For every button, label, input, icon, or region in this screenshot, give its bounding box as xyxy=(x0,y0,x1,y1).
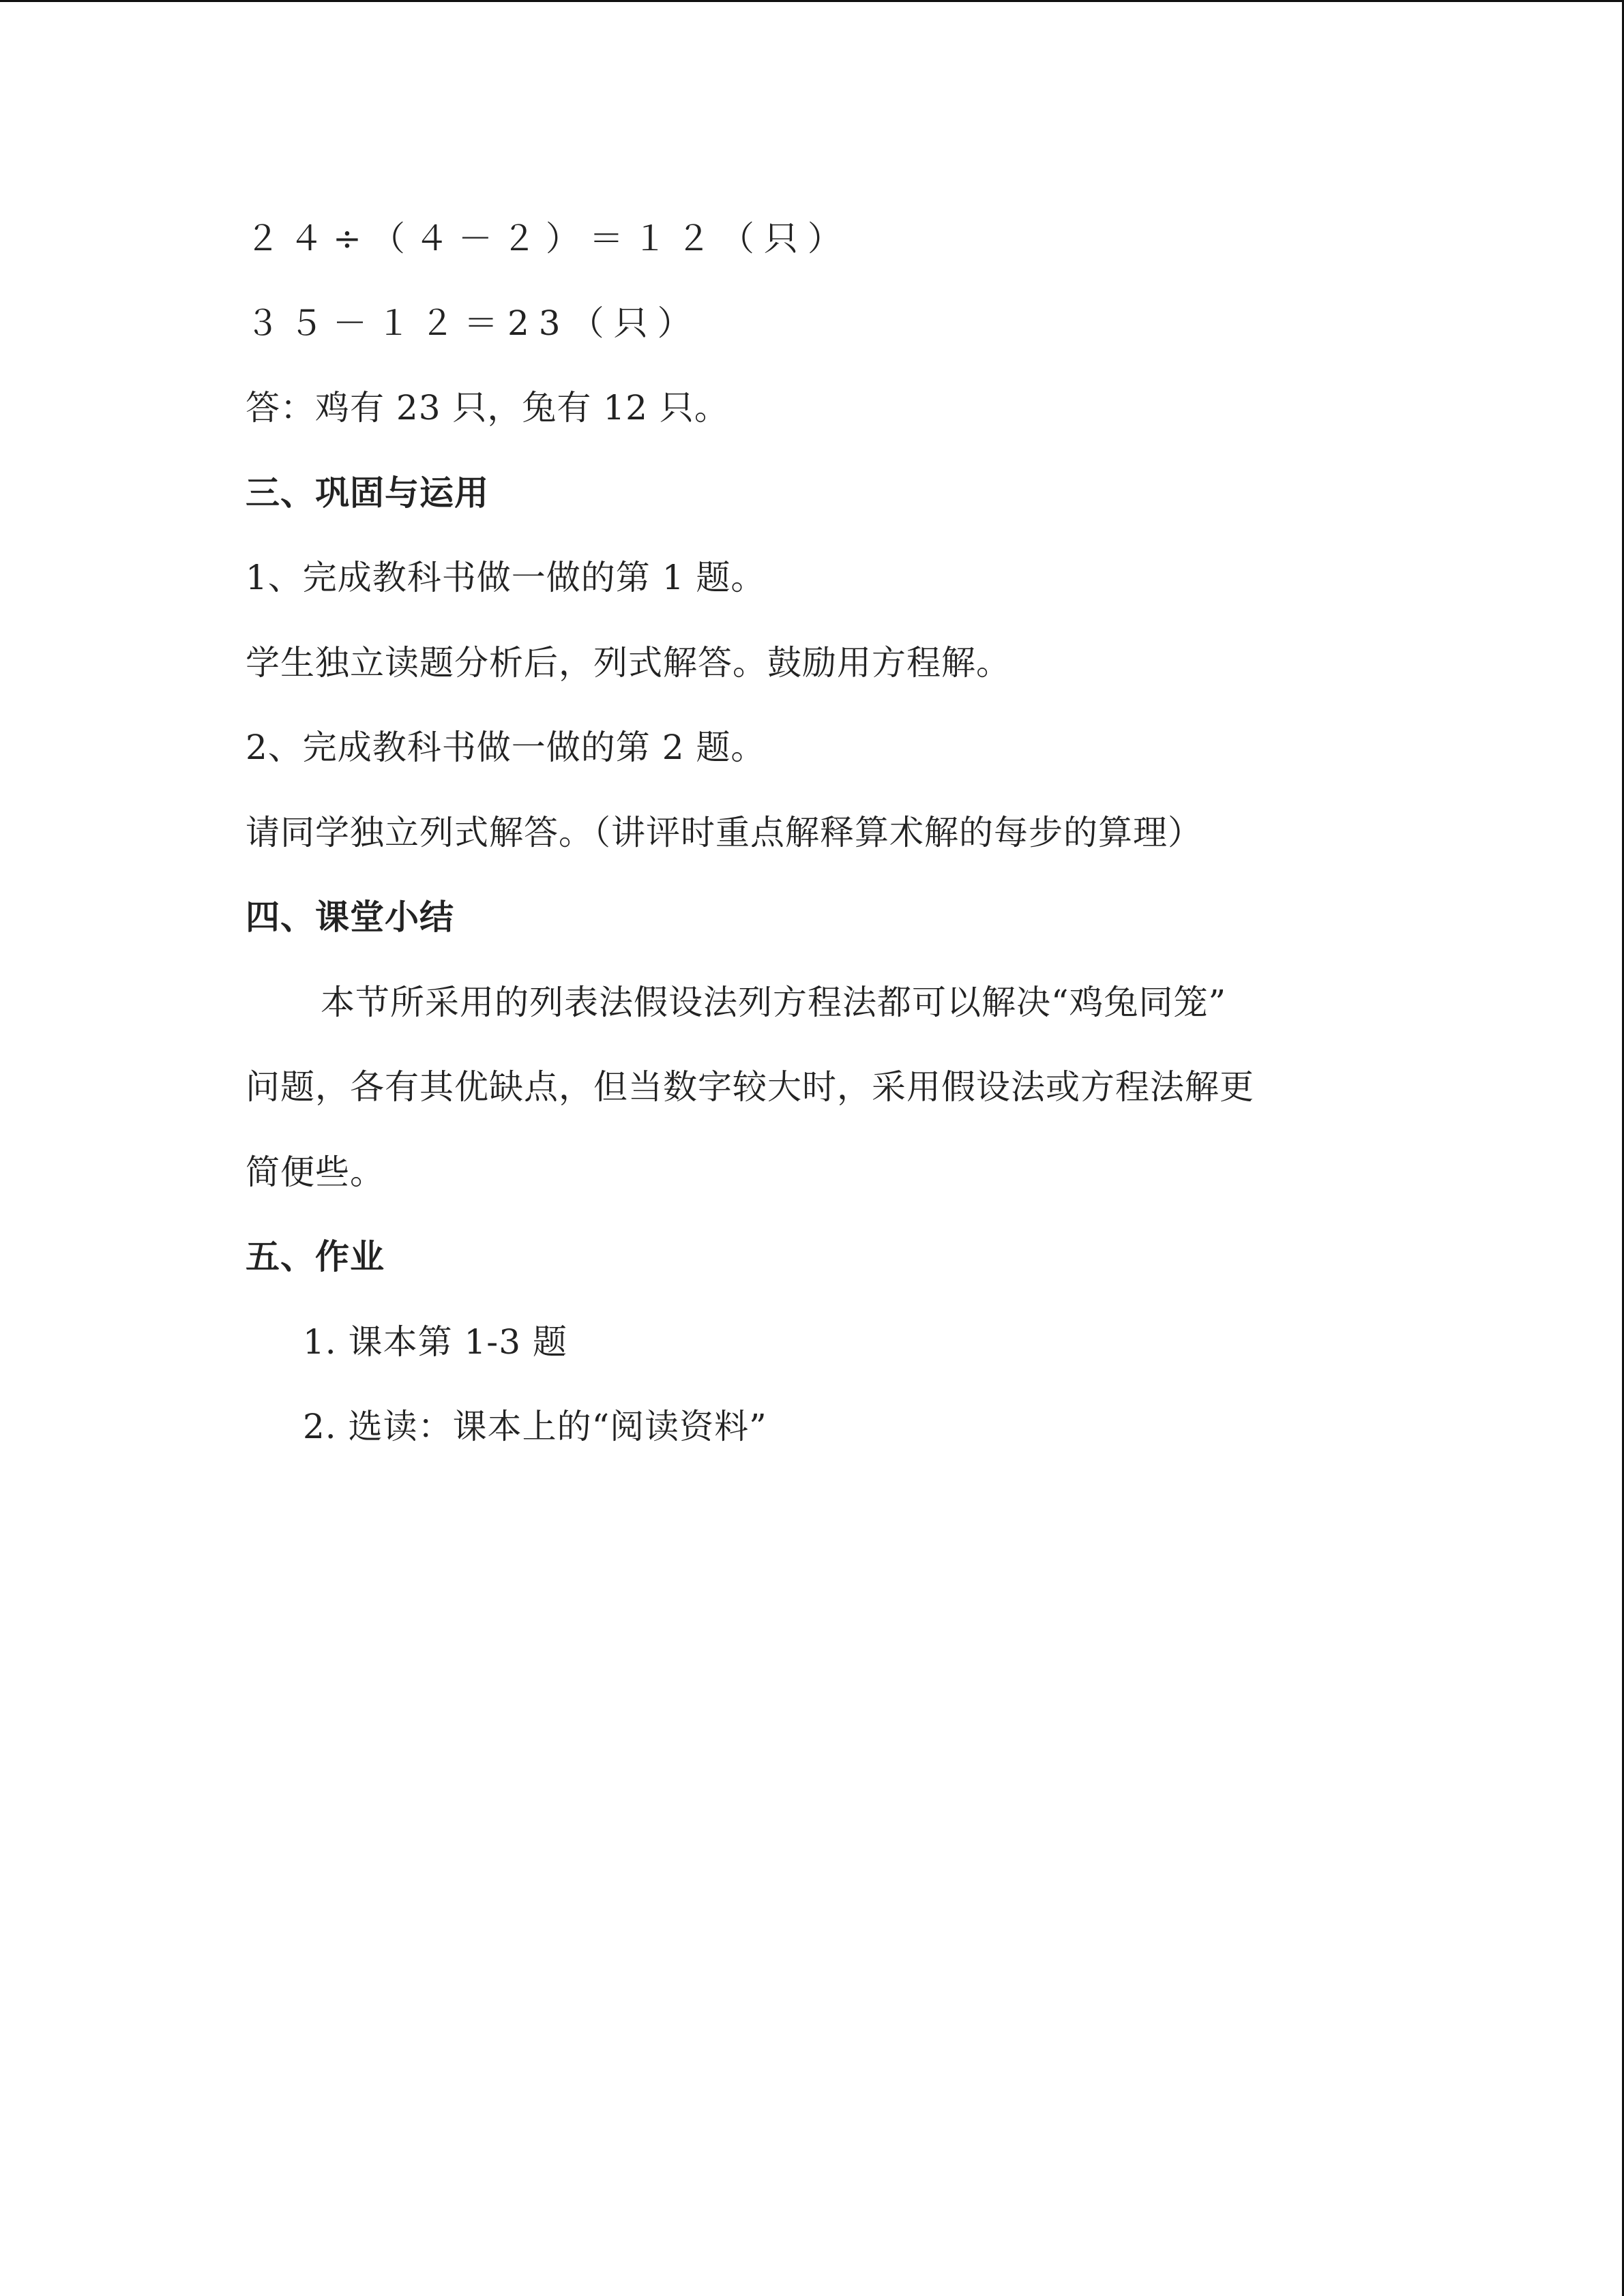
summary-line-3: 简便些。 xyxy=(246,1152,385,1192)
section-3-heading: 三、巩固与运用 xyxy=(246,473,489,513)
equation-line-1: ２４÷（４－２）＝１２（只） xyxy=(246,219,851,258)
equation-line-2: ３５－１２＝23（只） xyxy=(246,303,701,343)
section-3-item-2-note: 请同学独立列式解答。（讲评时重点解释算术解的每步的算理） xyxy=(246,813,1202,852)
summary-line-2: 问题，各有其优缺点，但当数字较大时，采用假设法或方程法解更 xyxy=(246,1067,1254,1107)
section-3-item-1-note: 学生独立读题分析后，列式解答。鼓励用方程解。 xyxy=(246,643,1011,683)
answer-line: 答：鸡有 23 只，兔有 12 只。 xyxy=(246,388,729,428)
homework-item-1: 1. 课本第 1-3 题 xyxy=(303,1322,567,1362)
page-top-border xyxy=(0,0,1624,2)
section-4-heading: 四、课堂小结 xyxy=(246,897,454,937)
section-3-item-1: 1、完成教科书做一做的第 1 题。 xyxy=(246,558,766,597)
homework-item-2: 2. 选读：课本上的“阅读资料” xyxy=(303,1407,767,1446)
summary-line-1: 本节所采用的列表法假设法列方程法都可以解决“鸡兔同笼” xyxy=(321,983,1227,1022)
section-5-heading: 五、作业 xyxy=(246,1237,385,1277)
section-3-item-2: 2、完成教科书做一做的第 2 题。 xyxy=(246,728,766,767)
